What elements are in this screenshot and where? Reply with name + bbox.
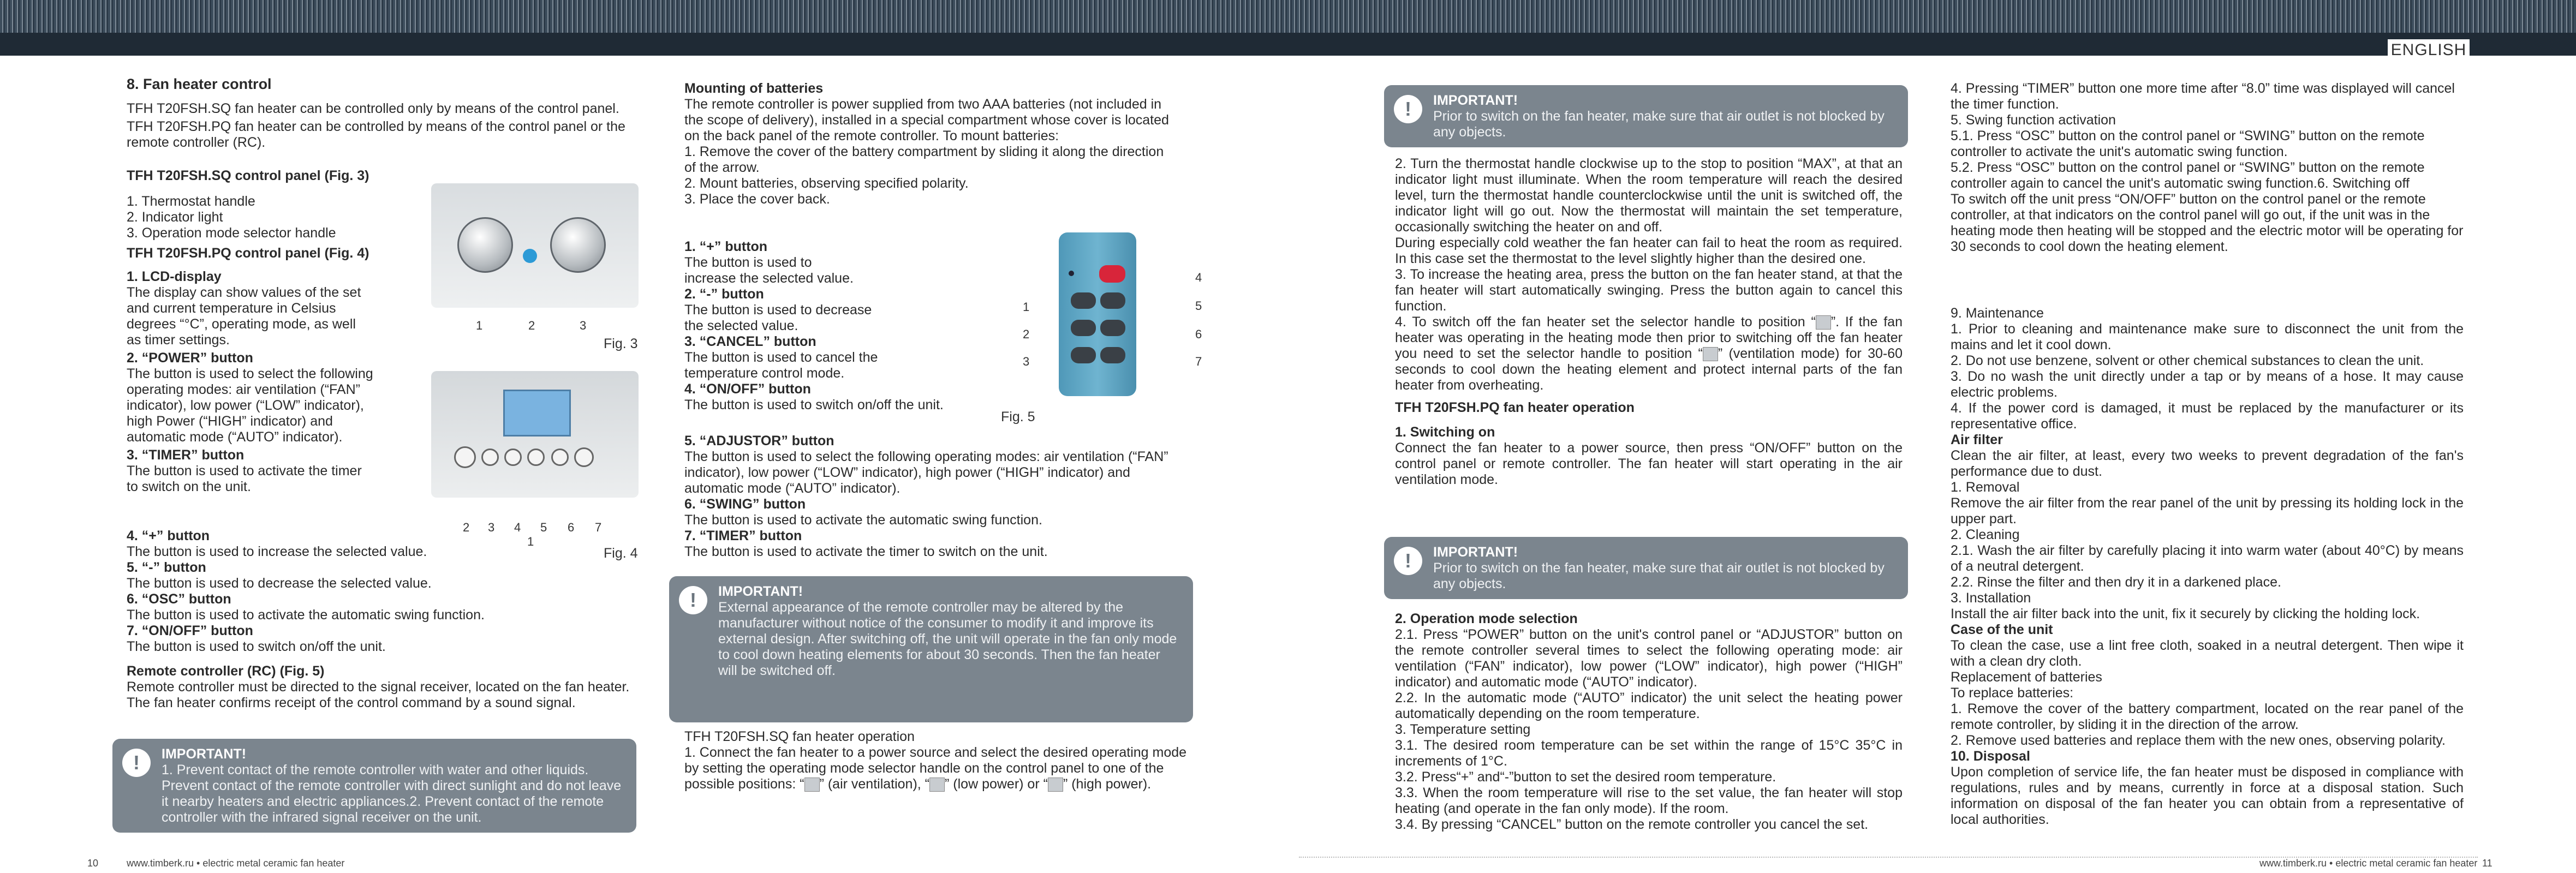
mode-selector-knob (550, 217, 606, 273)
minus-title: 5. “-” button (127, 560, 206, 575)
col1-left (127, 168, 421, 497)
col4-top (1951, 81, 2464, 255)
mode-line: 2.1. Press “POWER” button on the unit's control panel or “ADJUSTOR” button on the remote controller several times to select the following operating mode: air ventilation (“FAN” indicator), low power (“LOW” indicator), high power (“HIGH” indicator) and automatic mode (“AUTO” indicator). (1395, 627, 1903, 690)
thermostat-knob (457, 217, 513, 273)
swing-rc-button[interactable] (1100, 320, 1125, 336)
sq-panel-title: TFH T20FSH.SQ control panel (Fig. 3) (127, 168, 369, 183)
maintenance-line: 1. Prior to cleaning and maintenance make sure to disconnect the unit from the mains and let it cool down. (1951, 321, 2464, 352)
fan-mode-icon (1703, 347, 1718, 361)
mode-line: 3.1. The desired room temperature can be set within the range of 15°C 35°C in increments of 1°C. (1395, 738, 1903, 769)
col4-line: 5. Swing function activation (1951, 112, 2116, 128)
fig4-num-2: 2 (463, 521, 470, 534)
fig5-num-2: 2 (1023, 327, 1030, 341)
minus-text: The button is used to decrease the selected value. (127, 576, 432, 591)
maintenance-title: 9. Maintenance (1951, 306, 2044, 321)
mode-line: 2.2. In the automatic mode (“AUTO” indicator) the unit select the heating power automatically depending on the room temperature. (1395, 690, 1903, 721)
disposal-text: Upon completion of service life, the fan heater must be disposed in compliance with regulations, rules and by means, currently in force at a disposal station. Such information on disposal of the fan heater you can obtain from a representative of local authorities. (1951, 764, 2464, 827)
warning-icon: ! (1394, 95, 1422, 123)
battery-step: 3. Place the cover back. (684, 192, 830, 207)
important-title: IMPORTANT! (162, 746, 247, 762)
col2-top (684, 81, 1176, 207)
low-power-icon (929, 778, 945, 792)
lcd-title: 1. LCD-display (127, 269, 222, 284)
timer-title: 3. “TIMER” button (127, 447, 245, 463)
fig3-control-panel (431, 183, 639, 308)
step-2-text: 2. Turn the thermostat handle clockwise up to the stop to position “MAX”, at that an indicator light must illuminate. When the room temperature will reach the desired level, turn the thermostat handle counterclockwise until the unit is switched off, the indicator light will go out. Now the thermostat will maintain the set temperature, occasionally switching the heater on and off. (1395, 156, 1903, 235)
sq-item: 2. Indicator light (127, 210, 223, 225)
maintenance-lines (1951, 321, 2464, 432)
step-3-text: 3. To increase the heating area, press the button on the fan heater stand, at that the fan heater will start automatically swinging. Press the button again to cancel this function. (1395, 267, 1903, 314)
mode-line: 3. Temperature setting (1395, 722, 1531, 737)
intro-2: TFH T20FSH.PQ fan heater can be controlled by means of the control panel or the remote controller (RC). (127, 119, 625, 150)
disposal-title: 10. Disposal (1951, 749, 2030, 764)
section-title: 8. Fan heater control (127, 76, 272, 92)
fig4-num-5: 5 (540, 521, 547, 534)
rc-b6-text: The button is used to activate the automatic swing function. (684, 512, 1042, 528)
warning-icon: ! (1394, 547, 1422, 575)
rc-title: Remote controller (RC) (Fig. 5) (127, 663, 325, 679)
col1-top (127, 76, 640, 153)
col4-top-lines (1951, 81, 2464, 255)
footer-url-right[interactable]: www.timberk.ru • electric metal ceramic fan heater (2259, 858, 2478, 869)
rc-b2-text: The button is used to decrease the selected value. (684, 302, 872, 333)
language-label: ENGLISH (2388, 39, 2470, 61)
batteries-title: Mounting of batteries (684, 81, 824, 96)
lcd-text: The display can show values of the set and current temperature in Celsius degrees “°C”, operating mode, as well as timer settings. (127, 285, 361, 348)
maintenance-line: 3. Do no wash the unit directly under a tap or by means of a hose. It may cause electric problems. (1951, 369, 2464, 400)
col4-line: To switch off the unit press “ON/OFF” button on the control panel or the remote controller, at that indicators on the control panel will go out, if the unit was in the heating mode then heating will be stopped and the electric motor will be operating for 30 seconds to cool down the heating element. (1951, 192, 2464, 254)
onoff-text: The button is used to switch on/off the unit. (127, 639, 386, 654)
high-power-icon (1048, 778, 1063, 792)
fig4-num-3: 3 (488, 521, 495, 534)
rc-text: Remote controller must be directed to the signal receiver, located on the fan heater. The fan heater confirms receipt of the control command by a sound signal. (127, 679, 630, 710)
fig5-num-3: 3 (1023, 355, 1030, 368)
plus-title: 4. “+” button (127, 528, 210, 543)
sq-item: 3. Operation mode selector handle (127, 225, 336, 241)
mode-line: 3.3. When the room temperature will rise to the set value, the fan heater will stop heating (and operate in the fan only mode). If the room. (1395, 785, 1903, 816)
col4-maintenance (1951, 306, 2464, 828)
battery-steps (684, 144, 1176, 207)
sq-items (127, 194, 421, 241)
footer-url-left[interactable]: www.timberk.ru • electric metal ceramic fan heater (127, 858, 345, 869)
fig5-num-7: 7 (1195, 355, 1202, 368)
case-line: 2. Remove used batteries and replace them with the new ones, observing polarity. (1951, 733, 2446, 748)
col4-line: 5.1. Press “OSC” button on the control panel or “SWING” button on the remote controller to activate the unit's automatic swing function. (1951, 128, 2425, 159)
maintenance-line: 2. Do not use benzene, solvent or other chemical substances to clean the unit. (1951, 353, 2424, 368)
rc-b1-title: 1. “+” button (684, 239, 768, 254)
fig4-num-6: 6 (568, 521, 575, 534)
air-filter-lines (1951, 448, 2464, 622)
fig5-num-1: 1 (1023, 300, 1030, 314)
fig5-num-6: 6 (1195, 327, 1202, 341)
important-box-col3-mid (1384, 537, 1908, 599)
page-number-left: 10 (87, 858, 99, 869)
timer-text: The button is used to activate the timer to switch on the unit. (127, 463, 362, 494)
fig4-num-4: 4 (514, 521, 521, 534)
air-filter-line: 1. Removal (1951, 480, 2020, 495)
power-title: 2. “POWER” button (127, 350, 253, 366)
timer-button[interactable] (481, 449, 499, 466)
onoff-title: 7. “ON/OFF” button (127, 623, 253, 638)
col4-line: 4. Pressing “TIMER” button one more time after “8.0” time was displayed will cancel the timer function. (1951, 81, 2455, 112)
sq-operation-text: 1. Connect the fan heater to a power source and select the desired operating mode by setting the operating mode selector handle on the control panel to one of the possible positions: “ ” (air ventilation), “ ” (low power) or “ ” (high power). (684, 745, 1187, 792)
pq-operation-title: TFH T20FSH.PQ fan heater operation (1395, 400, 1635, 415)
fig5-num-5: 5 (1195, 299, 1202, 313)
fig3-num-1: 1 (476, 319, 483, 332)
warning-icon: ! (679, 586, 707, 614)
rc-b2-title: 2. “-” button (684, 286, 764, 302)
important-text: Prior to switch on the fan heater, make sure that air outlet is not blocked by any objects. (1433, 560, 1885, 591)
important-title: IMPORTANT! (1433, 545, 1518, 560)
important-text: External appearance of the remote controller may be altered by the manufacturer without notice of the consumer to modify it and improve its external design. After switching off, the unit will operate in the fan only mode to cool down heating elements for about 30 seconds. Then the fan heater will be switched off. (718, 600, 1177, 678)
case-line: Replacement of batteries (1951, 669, 2102, 685)
osc-text: The button is used to activate the automatic swing function. (127, 607, 485, 623)
minus-button[interactable] (527, 449, 545, 466)
onoff-button[interactable] (574, 447, 594, 467)
fig3-num-3: 3 (580, 319, 587, 332)
air-filter-line: 2.2. Rinse the filter and then dry it in a darkened place. (1951, 575, 2281, 590)
timer-rc-button[interactable] (1100, 347, 1125, 363)
important-box-col3-top (1384, 85, 1908, 147)
rc-b5-text: The button is used to select the following operating modes: air ventilation (“FAN” indicator), low power (“LOW” indicator), high power (“HIGH” indicator) and automatic mode (“AUTO” indicator). (684, 449, 1168, 496)
minus-rc-button[interactable] (1071, 320, 1096, 336)
fig5-label: Fig. 5 (1001, 409, 1035, 424)
col2-buttons (684, 239, 979, 413)
case-line: To replace batteries: (1951, 685, 2074, 701)
air-filter-line: 2.1. Wash the air filter by carefully placing it into warm water (about 40°C) by means of a neutral detergent. (1951, 543, 2464, 574)
rc-b5-title: 5. “ADJUSTOR” button (684, 433, 834, 449)
case-title: Case of the unit (1951, 622, 2053, 637)
power-text: The button is used to select the following operating modes: air ventilation (“FAN” indicator), low power (“LOW” indicator), high Power (“HIGH” indicator) and automatic mode (“AUTO” indicator). (127, 366, 373, 445)
col1-bottom (127, 528, 640, 713)
plus-text: The button is used to increase the selected value. (127, 544, 427, 559)
air-filter-line: 3. Installation (1951, 590, 2031, 606)
rc-b3-title: 3. “CANCEL” button (684, 334, 816, 349)
sq-operation-title: TFH T20FSH.SQ fan heater operation (684, 729, 915, 744)
fig4-control-panel (431, 371, 639, 498)
rc-b4-text: The button is used to switch on/off the unit. (684, 397, 944, 412)
plus-rc-button[interactable] (1071, 292, 1096, 309)
batteries-text: The remote controller is power supplied from two AAA batteries (not included in the scope of delivery), installed in a special compartment whose cover is located on the back panel of the remote controller. To mount batteries: (684, 97, 1169, 143)
fig3-num-2: 2 (528, 319, 535, 332)
air-filter-line: 2. Cleaning (1951, 527, 2020, 542)
indicator-light (523, 249, 537, 263)
power-button[interactable] (454, 446, 476, 468)
rc-b7-title: 7. “TIMER” button (684, 528, 802, 543)
col3-text (1395, 156, 1903, 488)
fig3-label: Fig. 3 (604, 336, 638, 351)
sq-item: 1. Thermostat handle (127, 194, 255, 209)
cancel-rc-button[interactable] (1071, 347, 1096, 363)
fig4-num-7: 7 (595, 521, 602, 534)
pq-panel-title: TFH T20FSH.PQ control panel (Fig. 4) (127, 246, 369, 261)
lcd-display (503, 390, 571, 436)
osc-title: 6. “OSC” button (127, 591, 231, 607)
mode-selection-title: 2. Operation mode selection (1395, 611, 1578, 626)
warning-icon: ! (122, 749, 151, 777)
switching-on-text: Connect the fan heater to a power source, then press “ON/OFF” button on the control panel or remote controller. The fan heater will start operating in the air ventilation mode. (1395, 440, 1903, 487)
battery-step: 2. Mount batteries, observing specified polarity. (684, 176, 969, 191)
case-lines (1951, 638, 2464, 749)
important-text: Prior to switch on the fan heater, make sure that air outlet is not blocked by any objects. (1433, 109, 1885, 140)
step-4-text: 4. To switch off the fan heater set the selector handle to position “ ”. If the fan heater was operating in the heating mode then prior to switching off the fan heater you need to set the selector handle to position “ ” (ventilation mode) for 30-60 seconds to cool down the heating element and protect internal parts of the fan heater from overheating. (1395, 314, 1903, 393)
fig5-remote-controller (1059, 232, 1136, 396)
col4-line: 5.2. Press “OSC” button on the control panel or “SWING” button on the remote controller again to cancel the unit's automatic swing function.6. Switching off (1951, 160, 2425, 191)
case-line: To clean the case, use a lint free cloth, soaked in a neutral detergent. Then wipe it with a clean dry cloth. (1951, 638, 2464, 669)
important-title: IMPORTANT! (1433, 93, 1518, 108)
rc-b3-text: The button is used to cancel the temperature control mode. (684, 350, 878, 381)
col2-buttons-lower (684, 433, 1176, 560)
switching-on-title: 1. Switching on (1395, 424, 1495, 440)
page-number-right: 11 (2482, 858, 2492, 869)
battery-step: 1. Remove the cover of the battery compartment by sliding it along the direction of the arrow. (684, 144, 1164, 175)
rc-b7-text: The button is used to activate the timer to switch on the unit. (684, 544, 1048, 559)
fig5-num-4: 4 (1195, 271, 1202, 284)
case-line: 1. Remove the cover of the battery compartment, located on the rear panel of the remote controller, by sliding it in the direction of the arrow. (1951, 701, 2464, 732)
rc-b1-text: The button is used to increase the selected value. (684, 255, 854, 286)
air-filter-title: Air filter (1951, 432, 2003, 447)
fig4-num-1: 1 (527, 535, 534, 548)
intro-1: TFH T20FSH.SQ fan heater can be controlled only by means of the control panel. (127, 101, 619, 116)
important-box-col2 (669, 576, 1193, 722)
rc-b4-title: 4. “ON/OFF” button (684, 381, 811, 397)
fig4-label: Fig. 4 (604, 546, 638, 561)
mode-lines (1395, 627, 1903, 833)
fan-mode-icon (804, 778, 820, 792)
off-position-icon (1816, 315, 1831, 330)
rc-b6-title: 6. “SWING” button (684, 497, 806, 512)
maintenance-line: 4. If the power cord is damaged, it must be replaced by the manufacturer or its representative office. (1951, 400, 2464, 432)
air-filter-line: Install the air filter back into the unit, fix it securely by clicking the holding lock. (1951, 606, 2420, 621)
plus-button[interactable] (504, 449, 522, 466)
col3-modes (1395, 611, 1903, 833)
osc-button[interactable] (551, 449, 569, 466)
mode-line: 3.4. By pressing “CANCEL” button on the remote controller you cancel the set. (1395, 817, 1869, 832)
air-filter-line: Remove the air filter from the rear panel of the unit by pressing its holding lock in the upper part. (1951, 495, 2464, 527)
adjustor-rc-button[interactable] (1100, 292, 1125, 309)
important-text: 1. Prevent contact of the remote controller with water and other liquids. Prevent contact of the remote controller with direct sunlight and do not leave it nearby heaters and electric appliances.2. Prevent contact of the remote controller with the infrared signal receiver on the unit. (162, 762, 622, 825)
important-title: IMPORTANT! (718, 584, 803, 599)
air-filter-line: Clean the air filter, at least, every two weeks to prevent degradation of the fan's performance due to dust. (1951, 448, 2464, 479)
col2-operation (684, 729, 1197, 792)
header-band (0, 0, 2576, 56)
onoff-rc-button[interactable] (1099, 265, 1125, 283)
cold-weather-text: During especially cold weather the fan heater can fail to heat the room as required. In this case set the thermostat to the level slightly higher than the desired one. (1395, 235, 1903, 266)
mode-line: 3.2. Press“+” and“-”button to set the desired room temperature. (1395, 769, 1776, 785)
important-box-col1 (112, 739, 636, 833)
